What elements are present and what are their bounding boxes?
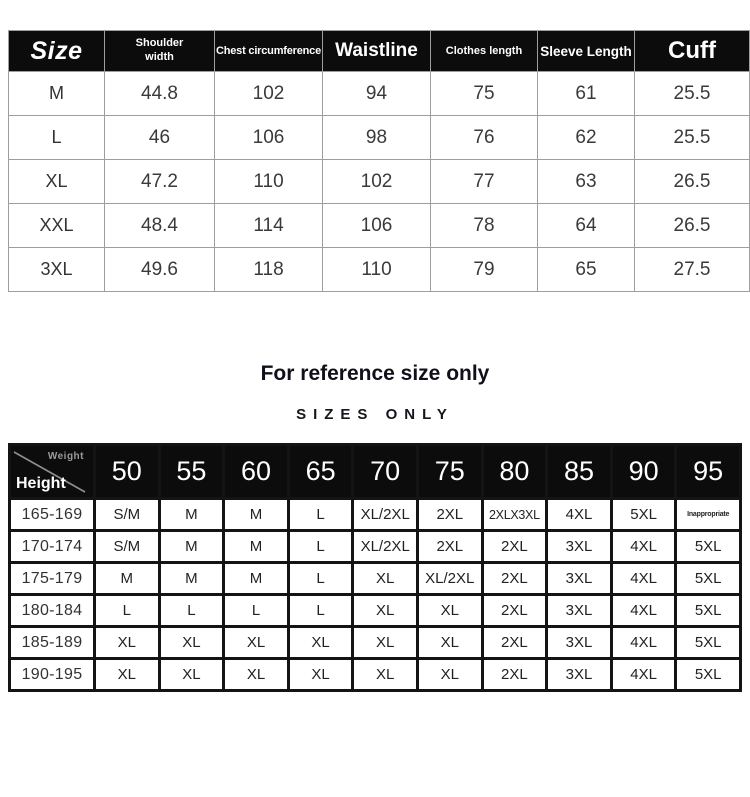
size-row-l [9,116,750,160]
size-recommendation: XL [225,660,290,692]
size-recommendation: 3XL [548,564,613,596]
size-recommendation: 2XL [484,564,549,596]
height-weight-reference-table [8,443,742,692]
height-range: 165-169 [11,500,96,532]
size-recommendation: M [96,564,161,596]
weight-header [419,446,484,500]
size-recommendation: XL [419,596,484,628]
table-cell: 26.5 [635,160,750,204]
size-recommendation: M [161,500,226,532]
size-recommendation: 5XL [677,660,742,692]
size-recommendation: Inappropriate [677,500,742,532]
size-row-xxl [9,204,750,248]
size-row-m [9,72,750,116]
table-cell: 26.5 [635,204,750,248]
table-cell: 79 [431,248,538,292]
weight-header [225,446,290,500]
size-recommendation: S/M [96,500,161,532]
size-recommendation: 4XL [613,660,678,692]
weight-header [161,446,226,500]
weight-value: 50 [111,456,142,486]
table-cell: 94 [323,72,431,116]
column-header-sleeve-length: Sleeve Length [538,31,635,72]
table-cell: 77 [431,160,538,204]
size-recommendation: 4XL [613,596,678,628]
table-cell: 27.5 [635,248,750,292]
size-recommendation: XL [419,660,484,692]
size-measurement-table [8,30,750,292]
size-recommendation: 4XL [613,564,678,596]
size-recommendation: 5XL [677,532,742,564]
size-recommendation: L [225,596,290,628]
size-recommendation: XL/2XL [419,564,484,596]
size-table-header [9,31,750,72]
weight-value: 70 [370,456,401,486]
weight-value: 80 [499,456,530,486]
height-range: 175-179 [11,564,96,596]
weight-header [96,446,161,500]
size-recommendation: M [225,564,290,596]
table-cell: 110 [215,160,323,204]
size-recommendation: XL [96,628,161,660]
weight-header [677,446,742,500]
size-label: M [9,72,105,116]
size-recommendation: L [290,596,355,628]
column-header-waistline: Waistline [323,31,431,72]
size-recommendation: XL/2XL [354,500,419,532]
size-recommendation: L [290,500,355,532]
size-recommendation: M [225,532,290,564]
size-recommendation: XL [354,628,419,660]
table-cell: 76 [431,116,538,160]
size-recommendation: L [290,532,355,564]
height-range: 185-189 [11,628,96,660]
table-cell: 75 [431,72,538,116]
size-recommendation: XL [161,628,226,660]
column-header-size: Size [9,31,105,72]
height-range: 170-174 [11,532,96,564]
weight-header [484,446,549,500]
weight-header [548,446,613,500]
weight-value: 85 [563,456,595,486]
height-range: 180-184 [11,596,96,628]
table-cell: 106 [323,204,431,248]
table-cell: 61 [538,72,635,116]
table-cell: 47.2 [105,160,215,204]
size-recommendation: 5XL [613,500,678,532]
height-axis-label: Height [16,475,66,492]
size-recommendation: 2XL [484,628,549,660]
size-recommendation: L [290,564,355,596]
weight-value: 90 [628,456,659,486]
column-header-clothes-length: Clothes length [431,31,538,72]
table-cell: 49.6 [105,248,215,292]
weight-value: 55 [176,456,207,486]
weight-value: 95 [693,456,724,486]
table-cell: 106 [215,116,323,160]
column-header-shoulder-width [105,31,215,72]
size-recommendation: L [96,596,161,628]
size-recommendation: XL [354,564,419,596]
table-cell: 64 [538,204,635,248]
size-recommendation: XL [290,660,355,692]
size-recommendation: XL/2XL [354,532,419,564]
table-cell: 114 [215,204,323,248]
column-header-cuff: Cuff [635,31,750,72]
size-recommendation: M [161,564,226,596]
size-label: XXL [9,204,105,248]
table-cell: 102 [323,160,431,204]
size-recommendation: 5XL [677,596,742,628]
reference-title: For reference size only [260,362,490,385]
table-cell: 62 [538,116,635,160]
size-table-header-row [9,31,750,72]
size-recommendation: 4XL [613,532,678,564]
size-recommendation: 5XL [677,628,742,660]
size-recommendation: XL [225,628,290,660]
column-header-chest-circumference: Chest circumference [215,31,323,72]
size-recommendation: 3XL [548,660,613,692]
size-recommendation: 2XL [484,660,549,692]
table-cell: 118 [215,248,323,292]
size-label: XL [9,160,105,204]
size-recommendation: 2XL [484,596,549,628]
height-range: 190-195 [11,660,96,692]
size-recommendation: 2XLX3XL [484,500,549,532]
size-recommendation: 3XL [548,532,613,564]
size-label: 3XL [9,248,105,292]
size-row-xl [9,160,750,204]
size-recommendation: 5XL [677,564,742,596]
weight-value: 75 [434,456,465,486]
table-cell: 46 [105,116,215,160]
weight-value: 65 [305,456,336,486]
size-recommendation: 3XL [548,596,613,628]
table-cell: 102 [215,72,323,116]
size-recommendation: 4XL [613,628,678,660]
corner-header-cell [11,446,96,500]
size-recommendation: 2XL [419,500,484,532]
table-cell: 63 [538,160,635,204]
table-cell: 25.5 [635,116,750,160]
size-recommendation: M [225,500,290,532]
size-recommendation: XL [354,596,419,628]
size-recommendation: XL [419,628,484,660]
table-cell: 78 [431,204,538,248]
table-cell: 48.4 [105,204,215,248]
size-recommendation: S/M [96,532,161,564]
table-cell: 25.5 [635,72,750,116]
column-header-shoulder-width-text: Shoulder width [135,37,184,63]
weight-axis-label: Weight [47,451,84,462]
size-recommendation: M [161,532,226,564]
reference-subtitle: SIZES ONLY [296,406,454,423]
weight-header [290,446,355,500]
weight-value: 60 [240,456,272,486]
table-cell: 65 [538,248,635,292]
size-table-body [9,72,750,292]
size-recommendation: XL [96,660,161,692]
size-recommendation: XL [161,660,226,692]
table-cell: 110 [323,248,431,292]
size-recommendation: 4XL [548,500,613,532]
size-recommendation: XL [290,628,355,660]
size-row-3xl [9,248,750,292]
size-recommendation: XL [354,660,419,692]
size-recommendation: L [161,596,226,628]
size-recommendation: 2XL [419,532,484,564]
size-recommendation: 2XL [484,532,549,564]
size-recommendation: 3XL [548,628,613,660]
table-cell: 44.8 [105,72,215,116]
size-label: L [9,116,105,160]
weight-header [613,446,678,500]
table-cell: 98 [323,116,431,160]
weight-header [354,446,419,500]
